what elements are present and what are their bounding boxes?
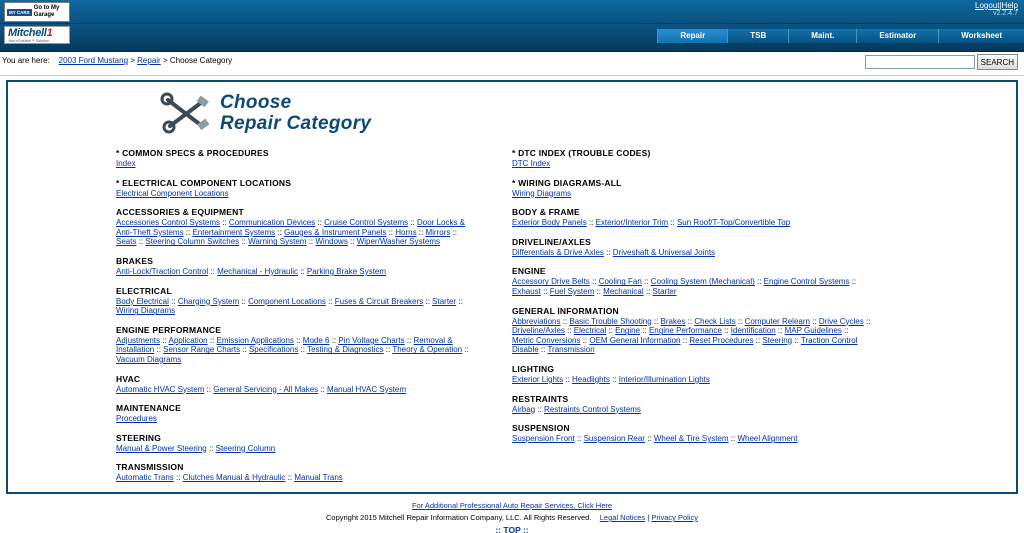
category-group-title: STEERING [116,432,162,443]
page-title-line1: Choose [220,92,292,113]
link-separator: :: [383,345,393,355]
category-link[interactable]: Reset Procedures [689,335,754,345]
category-link[interactable]: Pin Voltage Charts [338,335,405,345]
link-separator: :: [685,316,695,326]
category-link-list [512,218,872,228]
link-separator: :: [456,296,463,306]
category-link[interactable]: Engine [615,326,641,336]
professional-services-link[interactable]: For Additional Professional Auto Repair Services, Click Here [411,501,613,510]
category-link-list [116,159,476,169]
category-group-title: BRAKES [116,255,154,266]
category-link[interactable]: Manual HVAC System [327,384,407,394]
category-link[interactable]: Exterior Body Panels [512,218,587,228]
category-group-title: ENGINE [512,266,546,277]
tab-repair[interactable]: Repair [657,29,727,43]
tab-estimator[interactable]: Estimator [856,29,938,43]
category-link[interactable]: Warning System [248,237,307,247]
link-separator: :: [775,326,785,336]
category-link[interactable]: Driveline/Axles [512,326,565,336]
category-link-list [116,189,476,199]
category-link-list [512,405,872,415]
page-footer [6,494,1018,533]
category-link[interactable]: Testing & Diagnostics [307,345,384,355]
category-link[interactable]: Vacuum Diagrams [116,354,182,364]
link-separator: :: [651,316,661,326]
category-link[interactable]: Transmission [547,345,595,355]
category-link[interactable]: Suspension Rear [583,434,645,444]
link-separator: :: [173,473,183,483]
copyright-text: Copyright 2015 Mitchell Repair Information Company, LLC. All Rights Reserved. [325,513,592,522]
link-separator: :: [285,473,295,483]
my-garage-button[interactable] [4,2,70,22]
link-separator: :: [329,335,339,345]
link-separator: :: [136,237,146,247]
category-link-list [116,267,476,277]
link-separator: :: [386,227,396,237]
category-link-list [116,444,476,454]
category-link[interactable]: Manual & Power Steering [116,443,207,453]
category-link[interactable]: OEM General Information [589,335,681,345]
category-group-title: SUSPENSION [512,423,570,434]
category-group-title: MAINTENANCE [116,403,182,414]
category-link-list [512,277,872,296]
category-group-title: BODY & FRAME [512,207,580,218]
category-group [116,403,498,424]
category-group [116,325,498,365]
link-separator: :: [609,374,619,384]
category-link[interactable]: Application [168,335,208,345]
breadcrumb-vehicle[interactable]: 2003 Ford Mustang [58,56,129,65]
category-link[interactable]: Clutches Manual & Hydraulic [182,473,286,483]
tab-tsb[interactable]: TSB [727,29,788,43]
category-link[interactable]: Cooling System (Mechanical) [650,277,755,287]
link-separator: :: [586,218,596,228]
link-separator: :: [589,277,599,287]
link-separator: :: [408,218,417,228]
topbar-divider: | [999,1,1002,10]
link-separator: :: [347,237,357,247]
category-link[interactable]: Windows [315,237,348,247]
link-separator: :: [574,434,584,444]
category-group [512,306,1002,355]
link-separator: :: [206,443,216,453]
logo-main-text: Mitchell [8,27,47,39]
category-link[interactable]: Mechanical [603,286,644,296]
my-garage-label: Go to My Garage [33,5,60,18]
link-separator: :: [423,296,433,306]
link-separator: :: [841,326,849,336]
link-separator: :: [306,237,316,247]
category-link[interactable]: Entertainment Systems [192,227,276,237]
link-separator: :: [160,335,169,345]
link-separator: :: [564,326,574,336]
category-link[interactable]: Exhaust [512,286,541,296]
category-link[interactable]: Removal & Installation [116,335,453,355]
my-cars-logo: MY CARS [9,9,30,15]
category-group [512,266,1002,296]
link-separator: :: [538,345,548,355]
category-link[interactable]: Interior/Illumination Lights [618,374,710,384]
link-separator: :: [293,335,303,345]
link-separator: :: [318,384,328,394]
left-column [8,148,512,492]
category-link[interactable]: Wiring Diagrams [512,188,572,198]
link-separator: :: [325,296,335,306]
category-link[interactable]: Fuel System [549,286,595,296]
category-group [116,207,498,247]
link-separator: :: [535,404,545,414]
link-separator: :: [644,434,654,444]
category-link-list [512,159,872,169]
link-separator: :: [753,335,763,345]
version-label: v2.2.4.7 [993,10,1018,17]
category-link[interactable]: Sun Roof/T-Top/Convertible Top [676,218,791,228]
link-separator: :: [239,296,249,306]
category-link-list [512,189,872,199]
link-separator: :: [560,316,570,326]
category-link[interactable]: Cooling Fan [598,277,642,287]
category-link[interactable]: Exterior Lights [512,374,564,384]
link-separator: :: [721,326,731,336]
category-link[interactable]: Computer Relearn [744,316,810,326]
category-link[interactable]: Index [116,159,136,168]
tab-worksheet[interactable]: Worksheet [938,29,1024,43]
link-separator: :: [404,335,414,345]
search-area [865,54,1018,70]
category-link[interactable]: Starter [432,296,457,306]
link-separator: :: [298,345,308,355]
category-link[interactable]: Steering Column [215,443,276,453]
breadcrumb-sep-1: > [130,56,135,65]
category-link[interactable]: Identification [730,326,776,336]
link-separator: :: [462,345,469,355]
category-link[interactable]: Specifications [248,345,299,355]
main-content [0,76,1024,531]
category-group-title: TRANSMISSION [116,462,184,473]
page-title [220,92,371,134]
category-link-list [512,434,872,444]
category-group [116,462,498,483]
category-group-title: ELECTRICAL [116,285,172,296]
category-link[interactable]: Charging System [177,296,240,306]
category-link[interactable]: Body Electrical [116,296,169,306]
link-separator: :: [298,266,307,276]
category-group-title: * COMMON SPECS & PROCEDURES [116,148,269,158]
category-link[interactable]: Seats [116,237,137,247]
category-link[interactable]: Exterior/Interior Trim [595,218,669,228]
link-separator: :: [168,296,178,306]
link-separator: :: [275,227,285,237]
category-link[interactable]: Headlights [572,374,610,384]
category-link-list [116,385,476,395]
category-link[interactable]: Sensor Range Charts [163,345,241,355]
category-link[interactable]: Mode 6 [302,335,330,345]
category-link[interactable]: Gauges & Instrument Panels [284,227,387,237]
mitchell1-logo[interactable] [4,26,70,44]
category-link[interactable]: Suspension Front [512,434,575,444]
category-columns [8,140,1016,492]
category-link[interactable]: Accessories Control Systems [116,218,221,228]
category-link[interactable]: Automatic HVAC System [116,384,205,394]
link-separator: :: [563,374,573,384]
category-group [116,374,498,395]
category-link[interactable]: Mirrors [425,227,451,237]
repair-category-panel [6,80,1018,494]
category-group-title: LIGHTING [512,363,555,374]
main-nav-tabs [657,29,1024,43]
category-link[interactable]: Differentials & Drive Axles [512,247,604,257]
footer-divider: | [647,513,650,522]
top-bar [0,0,1024,24]
category-group [512,423,1002,444]
link-separator: :: [416,227,426,237]
logo-dot-text: 1 [46,27,53,39]
logo-sub-text: Your eSolution™ Solution [8,39,49,43]
category-link[interactable]: Electrical Component Locations [116,188,229,198]
category-group-title: ACCESSORIES & EQUIPMENT [116,207,244,218]
privacy-policy-link[interactable]: Privacy Policy [651,513,699,522]
category-link-list [512,375,872,385]
link-separator: :: [580,335,590,345]
help-link[interactable]: Help [1001,1,1018,10]
category-link[interactable]: Theory & Operation [392,345,463,355]
breadcrumb-repair[interactable]: Repair [137,56,161,65]
link-separator: :: [240,345,249,355]
category-link[interactable]: Door Locks & Anti-Theft Systems [116,218,466,237]
category-link[interactable]: Manual Trans [294,473,343,483]
link-separator: :: [792,335,801,345]
link-separator: :: [606,326,616,336]
category-link[interactable]: Automatic Trans [116,473,174,483]
category-link[interactable]: Wheel Alignment [737,434,798,444]
top-bar-right [975,1,1018,17]
category-link[interactable]: Parking Brake System [306,266,387,276]
link-separator: :: [735,316,745,326]
link-separator: :: [640,326,649,336]
category-link[interactable]: MAP Guidelines [784,326,842,336]
category-group [512,394,1002,415]
back-to-top-link[interactable]: :: TOP :: [495,525,529,533]
category-link[interactable]: Metric Conversions [512,335,581,345]
breadcrumb-bar [0,52,1024,76]
link-separator: :: [204,384,214,394]
category-group [512,207,1002,228]
link-separator: :: [315,218,325,228]
category-group [116,433,498,454]
category-link[interactable]: Wiring Diagrams [116,306,176,316]
category-link[interactable]: Wiper/Washer Systems [356,237,440,247]
category-group-title: HVAC [116,373,141,384]
category-link-list [116,218,476,247]
link-separator: :: [207,335,217,345]
page-title-line2: Repair Category [220,113,372,134]
link-separator: :: [668,218,677,228]
category-group-title: GENERAL INFORMATION [512,305,619,316]
link-separator: :: [183,227,193,237]
category-link-list [116,336,476,365]
link-separator: :: [728,434,738,444]
link-separator: :: [863,316,871,326]
category-group [512,148,1002,169]
category-group [116,256,498,277]
breadcrumb-prefix: You are here: [2,56,50,65]
category-link[interactable]: Engine Performance [648,326,722,336]
category-link[interactable]: Procedures [116,414,157,424]
link-separator: :: [450,227,458,237]
category-group-title: * ELECTRICAL COMPONENT LOCATIONS [116,177,292,188]
category-link[interactable]: Component Locations [248,296,326,306]
category-link[interactable]: Wheel & Tire System [653,434,729,444]
category-group [116,148,498,169]
category-link[interactable]: Anti-Lock/Traction Control [116,266,209,276]
category-link[interactable]: Steering [762,335,793,345]
link-separator: :: [809,316,819,326]
link-separator: :: [540,286,550,296]
category-link[interactable]: Driveshaft & Universal Joints [612,247,716,257]
link-separator: :: [208,266,218,276]
category-link[interactable]: Engine Control Systems [763,277,850,287]
category-link-list [512,317,872,355]
category-link[interactable]: Adjustments [116,335,161,345]
category-link[interactable]: Steering Column Switches [145,237,240,247]
category-group [512,237,1002,258]
search-input[interactable] [865,55,975,69]
category-group [116,178,498,199]
panel-header [8,82,1016,140]
link-separator: :: [239,237,249,247]
category-link[interactable]: Check Lists [694,316,736,326]
category-link[interactable]: General Servicing - All Makes [213,384,319,394]
category-group [116,286,498,316]
category-group [512,178,1002,199]
link-separator: :: [849,277,857,287]
category-link[interactable]: DTC Index [512,159,551,168]
category-link-list [116,473,476,483]
category-group-title: RESTRAINTS [512,393,569,404]
link-separator: :: [220,218,229,228]
category-link[interactable]: Basic Trouble Shooting [569,316,652,326]
brand-bar [0,24,1024,52]
breadcrumb-current: Choose Category [169,56,233,65]
category-link[interactable]: Electrical [573,326,607,336]
category-group [512,364,1002,385]
wrench-icon [158,92,214,134]
category-link[interactable]: Mechanical - Hydraulic [217,266,298,276]
tab-maint[interactable]: Maint. [788,29,856,43]
category-link[interactable]: Horns [395,227,417,237]
category-link[interactable]: Restraints Control Systems [544,404,641,414]
category-link[interactable]: Emission Applications [216,335,294,345]
category-link[interactable]: Communication Devices [228,218,316,228]
category-link[interactable]: Airbag [512,404,536,414]
legal-notices-link[interactable]: Legal Notices [599,513,646,522]
search-button[interactable]: SEARCH [977,54,1018,70]
breadcrumb-sep-2: > [162,56,168,65]
link-separator: :: [603,247,613,257]
category-group-title: ENGINE PERFORMANCE [116,324,222,335]
category-link[interactable]: Fuses & Circuit Breakers [334,296,424,306]
category-link[interactable]: Starter [652,286,677,296]
category-group-title: DRIVELINE/AXLES [512,236,592,247]
link-separator: :: [594,286,604,296]
category-link[interactable]: Drive Cycles [818,316,864,326]
category-link[interactable]: Accessory Drive Belts [512,277,590,287]
category-link[interactable]: Brakes [660,316,686,326]
link-separator: :: [154,345,164,355]
category-link[interactable]: Cruise Control Systems [324,218,409,228]
link-separator: :: [641,277,651,287]
category-group-title: * WIRING DIAGRAMS-ALL [512,177,622,188]
link-separator: :: [754,277,764,287]
right-column [512,148,1016,492]
link-separator: :: [643,286,653,296]
category-link-list [512,248,872,258]
category-link-list [116,414,476,424]
category-link[interactable]: Abbreviations [512,316,561,326]
logout-link[interactable]: Logout [975,1,1000,10]
category-group-title: * DTC INDEX (TROUBLE CODES) [512,148,651,158]
link-separator: :: [680,335,690,345]
category-link-list [116,297,476,316]
category-link[interactable]: Traction Control Disable [512,335,858,355]
